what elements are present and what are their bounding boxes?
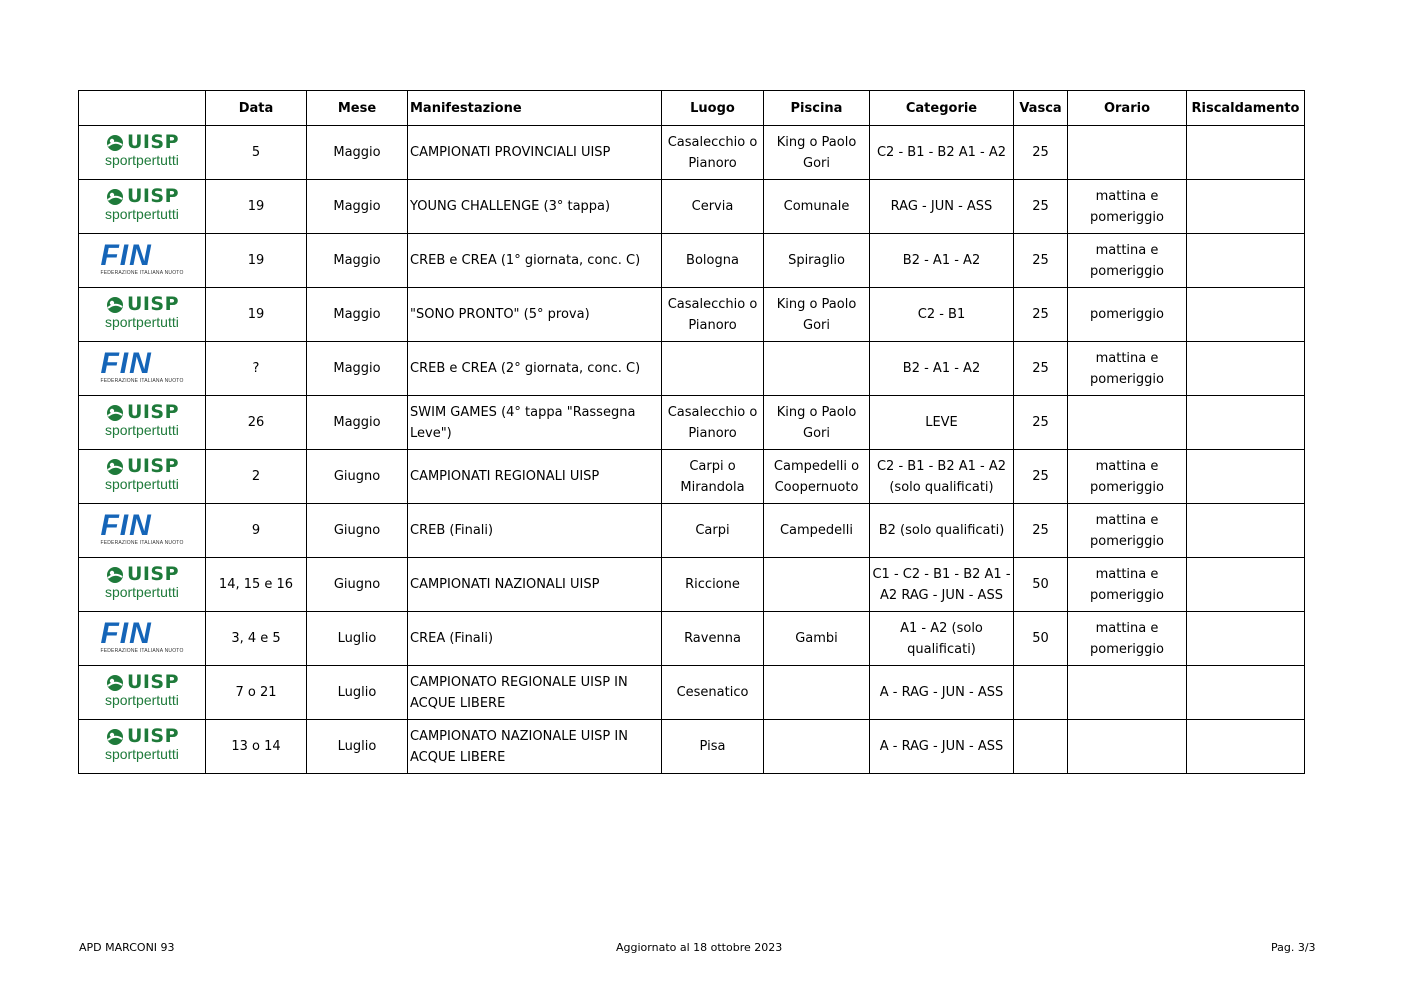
table-row — [79, 558, 1305, 612]
swimmer-icon — [105, 404, 125, 422]
uisp-wordmark: UISP — [126, 401, 180, 423]
org-logo-cell — [79, 342, 206, 396]
table-row — [79, 720, 1305, 774]
uisp-logo — [105, 565, 179, 599]
cell-manifestazione: SWIM GAMES (4° tappa "Rassegna Leve") — [408, 396, 662, 450]
cell-piscina — [764, 558, 870, 612]
cell-luogo: Pisa — [662, 720, 764, 774]
cell-vasca: 25 — [1014, 180, 1068, 234]
cell-manifestazione: CREB e CREA (2° giornata, conc. C) — [408, 342, 662, 396]
cell-data: ? — [206, 342, 307, 396]
org-logo-cell — [79, 288, 206, 342]
cell-categorie: C1 - C2 - B1 - B2 A1 - A2 RAG - JUN - ASS — [870, 558, 1014, 612]
org-logo-cell — [79, 720, 206, 774]
uisp-wordmark: UISP — [126, 563, 180, 585]
cell-manifestazione: CAMPIONATO NAZIONALE UISP IN ACQUE LIBERE — [408, 720, 662, 774]
cell-categorie: A1 - A2 (solo qualificati) — [870, 612, 1014, 666]
org-logo-cell — [79, 450, 206, 504]
cell-categorie: B2 - A1 - A2 — [870, 234, 1014, 288]
cell-categorie: B2 (solo qualificati) — [870, 504, 1014, 558]
cell-vasca: 50 — [1014, 558, 1068, 612]
cell-data: 13 o 14 — [206, 720, 307, 774]
cell-piscina: King o Paolo Gori — [764, 396, 870, 450]
swimmer-icon — [105, 188, 125, 206]
cell-riscaldamento — [1187, 396, 1305, 450]
uisp-logo — [105, 457, 179, 491]
cell-data: 7 o 21 — [206, 666, 307, 720]
swimmer-icon — [105, 296, 125, 314]
cell-riscaldamento — [1187, 342, 1305, 396]
uisp-wordmark: UISP — [126, 185, 180, 207]
cell-orario — [1068, 720, 1187, 774]
cell-piscina: Campedelli — [764, 504, 870, 558]
cell-luogo: Ravenna — [662, 612, 764, 666]
cell-data: 19 — [206, 180, 307, 234]
table-row — [79, 288, 1305, 342]
uisp-tagline: sportpertutti — [104, 314, 179, 330]
fin-tagline: FEDERAZIONE ITALIANA NUOTO — [100, 647, 184, 654]
fin-logo — [100, 616, 184, 654]
uisp-logo — [105, 673, 179, 707]
cell-luogo: Casalecchio o Pianoro — [662, 396, 764, 450]
swimmer-icon — [105, 566, 125, 584]
cell-manifestazione: CREB (Finali) — [408, 504, 662, 558]
uisp-tagline: sportpertutti — [104, 206, 179, 222]
uisp-tagline: sportpertutti — [104, 746, 179, 762]
cell-riscaldamento — [1187, 612, 1305, 666]
cell-data: 2 — [206, 450, 307, 504]
cell-mese: Maggio — [307, 288, 408, 342]
table-row — [79, 450, 1305, 504]
uisp-logo — [105, 187, 179, 221]
cell-orario — [1068, 126, 1187, 180]
cell-mese: Luglio — [307, 666, 408, 720]
cell-vasca: 50 — [1014, 612, 1068, 666]
table-row — [79, 396, 1305, 450]
header-riscaldamento: Riscaldamento — [1187, 91, 1305, 126]
uisp-wordmark: UISP — [126, 131, 180, 153]
cell-piscina: King o Paolo Gori — [764, 288, 870, 342]
swimmer-icon — [105, 134, 125, 152]
footer-updated: Aggiornato al 18 ottobre 2023 — [616, 941, 783, 954]
cell-mese: Luglio — [307, 612, 408, 666]
cell-categorie: A - RAG - JUN - ASS — [870, 720, 1014, 774]
fin-logo — [100, 346, 184, 384]
cell-manifestazione: CAMPIONATO REGIONALE UISP IN ACQUE LIBERE — [408, 666, 662, 720]
cell-manifestazione: "SONO PRONTO" (5° prova) — [408, 288, 662, 342]
cell-piscina — [764, 720, 870, 774]
cell-orario: mattina e pomeriggio — [1068, 504, 1187, 558]
cell-orario — [1068, 666, 1187, 720]
header-categorie: Categorie — [870, 91, 1014, 126]
cell-riscaldamento — [1187, 234, 1305, 288]
cell-mese: Giugno — [307, 558, 408, 612]
cell-orario: mattina e pomeriggio — [1068, 180, 1187, 234]
cell-orario: mattina e pomeriggio — [1068, 558, 1187, 612]
cell-orario: mattina e pomeriggio — [1068, 234, 1187, 288]
cell-vasca — [1014, 666, 1068, 720]
cell-riscaldamento — [1187, 450, 1305, 504]
header-piscina: Piscina — [764, 91, 870, 126]
cell-riscaldamento — [1187, 180, 1305, 234]
cell-mese: Maggio — [307, 180, 408, 234]
header-mese: Mese — [307, 91, 408, 126]
cell-riscaldamento — [1187, 504, 1305, 558]
cell-data: 9 — [206, 504, 307, 558]
cell-riscaldamento — [1187, 288, 1305, 342]
cell-luogo: Bologna — [662, 234, 764, 288]
cell-categorie: C2 - B1 — [870, 288, 1014, 342]
table-row — [79, 234, 1305, 288]
cell-manifestazione: YOUNG CHALLENGE (3° tappa) — [408, 180, 662, 234]
fin-tagline: FEDERAZIONE ITALIANA NUOTO — [100, 269, 184, 276]
header-data: Data — [206, 91, 307, 126]
schedule-table — [78, 90, 1305, 774]
table-body — [79, 126, 1305, 774]
cell-luogo: Casalecchio o Pianoro — [662, 288, 764, 342]
cell-mese: Giugno — [307, 450, 408, 504]
table-row — [79, 612, 1305, 666]
cell-luogo: Carpi o Mirandola — [662, 450, 764, 504]
uisp-tagline: sportpertutti — [104, 584, 179, 600]
uisp-logo — [105, 295, 179, 329]
org-logo-cell — [79, 396, 206, 450]
cell-piscina: Comunale — [764, 180, 870, 234]
header-orario: Orario — [1068, 91, 1187, 126]
header-luogo: Luogo — [662, 91, 764, 126]
cell-categorie: C2 - B1 - B2 A1 - A2 — [870, 126, 1014, 180]
cell-orario: mattina e pomeriggio — [1068, 450, 1187, 504]
table-row — [79, 504, 1305, 558]
cell-orario: mattina e pomeriggio — [1068, 342, 1187, 396]
swimmer-icon — [105, 674, 125, 692]
cell-vasca: 25 — [1014, 342, 1068, 396]
header-org — [79, 91, 206, 126]
org-logo-cell — [79, 234, 206, 288]
uisp-tagline: sportpertutti — [104, 422, 179, 438]
uisp-logo — [105, 403, 179, 437]
cell-manifestazione: CAMPIONATI PROVINCIALI UISP — [408, 126, 662, 180]
cell-orario: mattina e pomeriggio — [1068, 612, 1187, 666]
cell-piscina — [764, 666, 870, 720]
cell-mese: Maggio — [307, 396, 408, 450]
fin-tagline: FEDERAZIONE ITALIANA NUOTO — [100, 377, 184, 384]
cell-mese: Giugno — [307, 504, 408, 558]
swimmer-icon — [105, 728, 125, 746]
cell-data: 19 — [206, 234, 307, 288]
uisp-tagline: sportpertutti — [104, 692, 179, 708]
swimmer-icon — [105, 458, 125, 476]
cell-vasca — [1014, 720, 1068, 774]
cell-luogo: Riccione — [662, 558, 764, 612]
cell-riscaldamento — [1187, 666, 1305, 720]
cell-luogo: Casalecchio o Pianoro — [662, 126, 764, 180]
table-row — [79, 666, 1305, 720]
cell-categorie: A - RAG - JUN - ASS — [870, 666, 1014, 720]
org-logo-cell — [79, 666, 206, 720]
uisp-wordmark: UISP — [126, 455, 180, 477]
cell-manifestazione: CREB e CREA (1° giornata, conc. C) — [408, 234, 662, 288]
fin-wordmark: FIN — [100, 238, 152, 272]
footer-page: Pag. 3/3 — [1271, 941, 1316, 954]
cell-piscina: King o Paolo Gori — [764, 126, 870, 180]
cell-piscina: Campedelli o Coopernuoto — [764, 450, 870, 504]
footer-club: APD MARCONI 93 — [79, 941, 175, 954]
cell-data: 26 — [206, 396, 307, 450]
fin-logo — [100, 508, 184, 546]
cell-categorie: RAG - JUN - ASS — [870, 180, 1014, 234]
cell-riscaldamento — [1187, 126, 1305, 180]
org-logo-cell — [79, 558, 206, 612]
cell-mese: Maggio — [307, 342, 408, 396]
cell-categorie: C2 - B1 - B2 A1 - A2 (solo qualificati) — [870, 450, 1014, 504]
uisp-tagline: sportpertutti — [104, 152, 179, 168]
cell-riscaldamento — [1187, 558, 1305, 612]
cell-luogo: Carpi — [662, 504, 764, 558]
cell-vasca: 25 — [1014, 396, 1068, 450]
fin-logo — [100, 238, 184, 276]
cell-vasca: 25 — [1014, 234, 1068, 288]
uisp-tagline: sportpertutti — [104, 476, 179, 492]
table-row — [79, 342, 1305, 396]
cell-luogo: Cervia — [662, 180, 764, 234]
cell-data: 3, 4 e 5 — [206, 612, 307, 666]
cell-piscina: Spiraglio — [764, 234, 870, 288]
fin-wordmark: FIN — [100, 508, 152, 542]
uisp-wordmark: UISP — [126, 671, 180, 693]
cell-luogo — [662, 342, 764, 396]
uisp-wordmark: UISP — [126, 293, 180, 315]
org-logo-cell — [79, 612, 206, 666]
cell-piscina — [764, 342, 870, 396]
cell-orario — [1068, 396, 1187, 450]
uisp-wordmark: UISP — [126, 725, 180, 747]
cell-vasca: 25 — [1014, 450, 1068, 504]
cell-data: 14, 15 e 16 — [206, 558, 307, 612]
cell-vasca: 25 — [1014, 504, 1068, 558]
header-vasca: Vasca — [1014, 91, 1068, 126]
cell-data: 19 — [206, 288, 307, 342]
cell-manifestazione: CREA (Finali) — [408, 612, 662, 666]
uisp-logo — [105, 727, 179, 761]
org-logo-cell — [79, 180, 206, 234]
cell-orario: pomeriggio — [1068, 288, 1187, 342]
uisp-logo — [105, 133, 179, 167]
cell-piscina: Gambi — [764, 612, 870, 666]
table-row — [79, 126, 1305, 180]
cell-vasca: 25 — [1014, 288, 1068, 342]
cell-data: 5 — [206, 126, 307, 180]
cell-mese: Luglio — [307, 720, 408, 774]
org-logo-cell — [79, 126, 206, 180]
cell-categorie: LEVE — [870, 396, 1014, 450]
fin-wordmark: FIN — [100, 616, 152, 650]
header-row — [79, 91, 1305, 126]
header-manifestazione: Manifestazione — [408, 91, 662, 126]
cell-mese: Maggio — [307, 234, 408, 288]
fin-wordmark: FIN — [100, 346, 152, 380]
cell-categorie: B2 - A1 - A2 — [870, 342, 1014, 396]
fin-tagline: FEDERAZIONE ITALIANA NUOTO — [100, 539, 184, 546]
table-row — [79, 180, 1305, 234]
cell-mese: Maggio — [307, 126, 408, 180]
org-logo-cell — [79, 504, 206, 558]
cell-vasca: 25 — [1014, 126, 1068, 180]
cell-manifestazione: CAMPIONATI REGIONALI UISP — [408, 450, 662, 504]
cell-manifestazione: CAMPIONATI NAZIONALI UISP — [408, 558, 662, 612]
cell-riscaldamento — [1187, 720, 1305, 774]
cell-luogo: Cesenatico — [662, 666, 764, 720]
